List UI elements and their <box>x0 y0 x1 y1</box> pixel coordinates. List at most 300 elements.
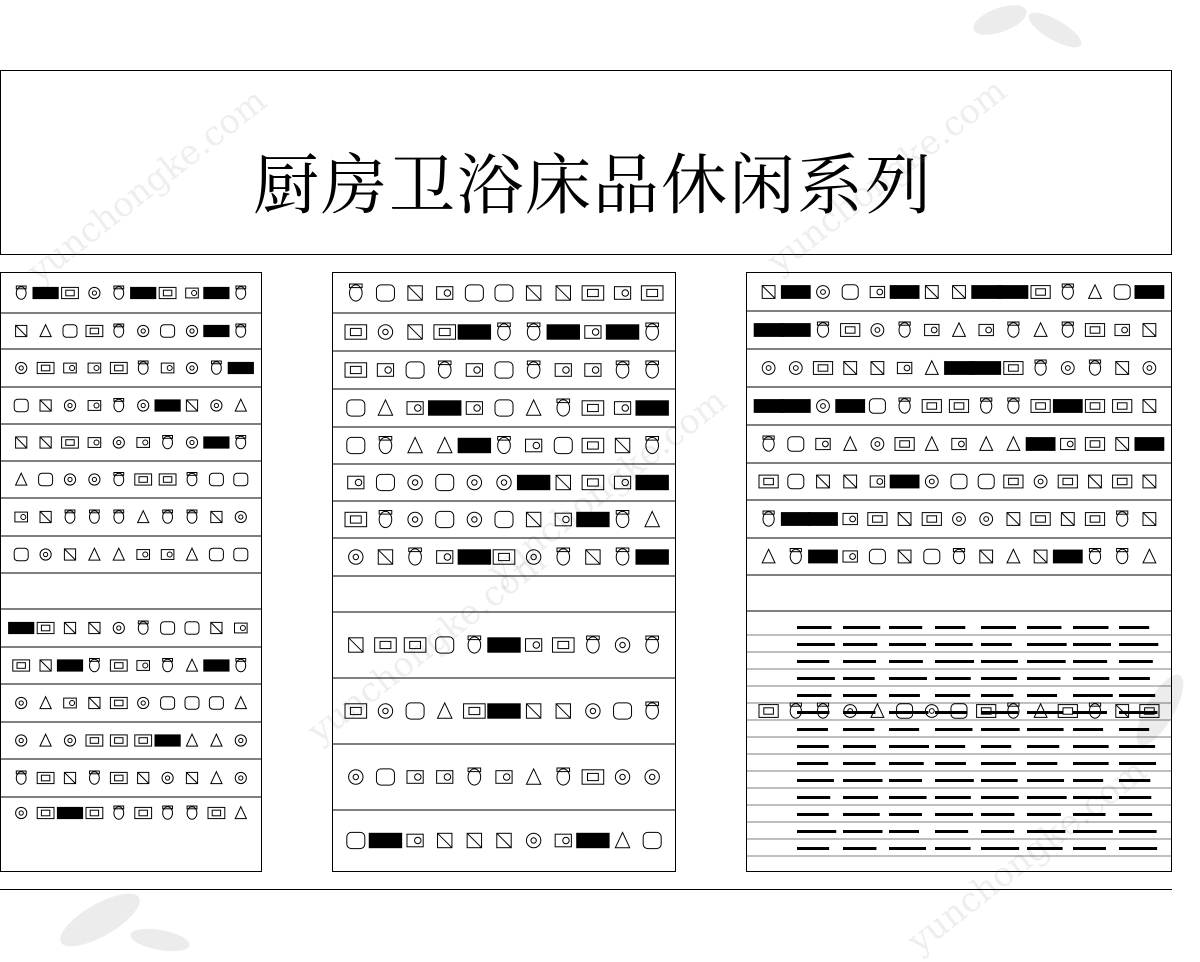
chair-table-icon <box>369 833 401 847</box>
chair-table-icon <box>408 475 422 489</box>
label-stub <box>889 728 919 731</box>
watermark-text: yunchongke.com <box>760 70 1015 282</box>
chair-table-icon <box>376 474 394 490</box>
chair-table-icon <box>616 548 629 565</box>
kitchen-appliance-icon <box>114 806 124 819</box>
sanitary-ware-icon <box>790 549 801 564</box>
chair-table-icon <box>556 704 570 718</box>
kitchen-appliance-icon <box>234 548 248 561</box>
label-stub <box>981 660 1018 663</box>
label-stub <box>889 711 928 714</box>
bathroom-symbols <box>747 273 1171 871</box>
kitchen-appliance-icon <box>113 437 124 448</box>
chair-table-icon <box>614 476 630 489</box>
label-stub <box>843 762 876 765</box>
sanitary-ware-icon <box>763 436 774 451</box>
kitchen-appliance-icon <box>186 362 197 373</box>
chair-table-icon <box>615 770 629 784</box>
sanitary-ware-icon <box>1053 550 1082 563</box>
sanitary-ware-icon <box>1116 438 1129 451</box>
sanitary-ware-icon <box>871 704 884 718</box>
chair-table-icon <box>345 325 367 339</box>
chair-table-icon <box>547 325 579 339</box>
kitchen-appliance-icon <box>40 511 51 522</box>
kitchen-appliance-icon <box>235 772 246 783</box>
sanitary-ware-icon <box>870 476 884 487</box>
kitchen-appliance-icon <box>187 473 197 486</box>
kitchen-appliance-icon <box>16 437 27 448</box>
chair-table-icon <box>582 286 604 300</box>
label-stub <box>1119 626 1149 629</box>
kitchen-appliance-icon <box>187 510 197 523</box>
label-stub <box>1027 830 1065 833</box>
chair-table-icon <box>615 638 629 652</box>
chair-table-icon <box>526 439 542 452</box>
chair-table-icon <box>557 768 570 785</box>
kitchen-appliance-icon <box>212 361 222 374</box>
kitchen-appliance-icon <box>64 549 75 560</box>
kitchen-appliance-icon <box>40 400 51 411</box>
chair-table-icon <box>582 770 604 784</box>
label-stub <box>935 711 967 714</box>
kitchen-appliance-icon <box>88 363 101 373</box>
kitchen-appliance-icon <box>16 735 27 746</box>
sanitary-ware-icon <box>1143 324 1156 337</box>
kitchen-appliance-icon <box>186 734 197 746</box>
sanitary-ware-icon <box>1061 513 1074 526</box>
label-stub <box>1119 643 1158 646</box>
kitchen-appliance-icon <box>186 400 197 411</box>
sanitary-ware-icon <box>871 438 884 451</box>
chair-table-icon <box>497 475 511 489</box>
label-stub <box>1119 830 1157 833</box>
label-stub <box>935 830 968 833</box>
kitchen-appliance-icon <box>204 287 229 298</box>
watermark-text: yunchongke.com <box>900 750 1155 962</box>
sanitary-ware-icon <box>925 361 938 375</box>
sanitary-ware-icon <box>890 475 919 488</box>
kitchen-appliance-icon <box>131 287 156 298</box>
sanitary-ware-icon <box>972 286 1001 299</box>
kitchen-appliance-icon <box>16 807 27 818</box>
chair-table-icon <box>646 636 659 653</box>
sanitary-ware-icon <box>1031 400 1050 413</box>
label-stub <box>935 626 965 629</box>
sanitary-ware-icon <box>817 475 830 488</box>
chair-table-icon <box>345 363 367 377</box>
label-stub <box>1027 694 1057 697</box>
label-stub <box>1073 847 1106 850</box>
sanitary-ware-icon <box>1117 511 1128 526</box>
kitchen-appliance-icon <box>86 325 103 336</box>
sanitary-ware-icon <box>1115 324 1129 335</box>
label-stub <box>935 694 970 697</box>
label-stub <box>1027 677 1060 680</box>
label-stub <box>1119 711 1157 714</box>
kitchen-appliance-icon <box>236 324 246 337</box>
chair-table-icon <box>636 401 668 415</box>
sanitary-ware-icon <box>789 362 802 375</box>
label-stub <box>1027 813 1061 816</box>
sanitary-ware-icon <box>788 437 804 451</box>
sanitary-ware-icon <box>972 362 1001 375</box>
sanitary-ware-icon <box>1034 550 1047 563</box>
sanitary-ware-icon <box>869 399 885 413</box>
kitchen-appliance-icon <box>159 474 176 485</box>
label-stub <box>797 813 829 816</box>
kitchen-appliance-icon <box>37 622 54 633</box>
sanitary-ware-icon <box>925 324 939 335</box>
sanitary-ware-icon <box>1058 475 1077 488</box>
kitchen-appliance-icon <box>138 511 149 523</box>
chair-table-icon <box>526 512 540 526</box>
kitchen-appliance-icon <box>138 325 149 336</box>
chair-table-icon <box>376 285 394 301</box>
chair-table-icon <box>497 833 511 847</box>
kitchen-appliance-icon <box>135 735 152 746</box>
sanitary-ware-icon <box>1089 360 1100 375</box>
chair-table-icon <box>345 704 367 718</box>
label-stub <box>1119 847 1157 850</box>
label-stub <box>1119 745 1155 748</box>
label-stub <box>843 677 875 680</box>
kitchen-appliance-icon <box>110 697 127 708</box>
label-stub <box>935 847 971 850</box>
label-stub <box>889 694 920 697</box>
chair-table-icon <box>467 833 481 847</box>
label-stub <box>981 830 1014 833</box>
kitchen-appliance-icon <box>65 510 75 523</box>
kitchen-appliance-icon <box>209 548 223 561</box>
kitchen-appliance-icon <box>138 621 148 634</box>
label-stub <box>935 643 973 646</box>
chair-table-icon <box>429 401 461 415</box>
kitchen-appliance-icon <box>40 697 51 709</box>
sanitary-ware-icon <box>1004 362 1023 375</box>
kitchen-appliance-icon <box>57 660 82 671</box>
label-stub <box>843 694 877 697</box>
kitchen-appliance-icon <box>40 660 51 671</box>
sanitary-ware-icon <box>949 400 968 413</box>
label-stub <box>981 745 1011 748</box>
chair-table-icon <box>378 704 392 718</box>
chair-table-icon <box>614 402 630 415</box>
chair-table-icon <box>517 475 549 489</box>
chair-table-icon <box>526 769 540 784</box>
sanitary-ware-icon <box>980 513 993 526</box>
kitchen-appliance-icon <box>13 660 30 671</box>
sanitary-ware-icon <box>842 285 858 299</box>
chair-table-icon <box>526 704 540 718</box>
watermark-text: yunchongke.com <box>480 380 735 592</box>
label-stub <box>889 677 927 680</box>
kitchen-appliance-icon <box>186 325 197 336</box>
kitchen-appliance-icon <box>37 772 54 783</box>
sanitary-ware-icon <box>953 549 964 564</box>
kitchen-appliance-icon <box>211 511 222 522</box>
sanitary-ware-icon <box>1116 362 1129 375</box>
kitchen-appliance-icon <box>113 622 124 633</box>
sanitary-ware-icon <box>817 322 828 337</box>
chair-table-icon <box>556 475 570 489</box>
chair-table-icon <box>467 512 481 526</box>
kitchen-appliance-icon <box>155 400 180 411</box>
chair-table-icon <box>407 834 423 847</box>
chair-table-icon <box>555 364 571 377</box>
kitchen-appliance-icon <box>14 548 28 561</box>
kitchen-appliance-icon <box>64 772 75 783</box>
sanitary-ware-icon <box>817 286 830 299</box>
sanitary-ware-icon <box>816 438 830 449</box>
label-stub <box>1073 728 1103 731</box>
chair-table-icon <box>614 287 630 300</box>
chair-table-icon <box>406 703 424 719</box>
kitchen-appliance-icon <box>162 772 173 783</box>
kitchen-appliance-icon <box>138 400 149 411</box>
sanitary-ware-icon <box>1031 286 1050 299</box>
kitchen-appliance-icon <box>236 659 246 672</box>
label-stub <box>981 779 1018 782</box>
sanitary-ware-icon <box>1034 323 1047 337</box>
sanitary-ware-icon <box>1113 400 1132 413</box>
kitchen-appliance-icon <box>16 362 27 373</box>
chair-table-icon <box>614 703 632 719</box>
chair-table-icon <box>436 511 454 527</box>
label-stub <box>1027 643 1067 646</box>
sanitary-ware-icon <box>890 286 919 299</box>
kitchen-appliance-icon <box>161 363 174 373</box>
label-stub <box>797 779 834 782</box>
chair-table-icon <box>585 326 601 339</box>
sanitary-ware-icon <box>899 398 910 413</box>
kitchen-appliance-icon <box>40 549 51 560</box>
sanitary-ware-icon <box>762 286 775 299</box>
sanitary-ware-icon <box>1061 438 1075 449</box>
chair-table-icon <box>409 548 422 565</box>
chair-table-icon <box>616 361 629 378</box>
kitchen-appliance-icon <box>40 734 51 746</box>
label-stub <box>797 796 830 799</box>
sanitary-ware-icon <box>754 400 783 413</box>
chair-table-icon <box>554 437 572 453</box>
kitchen-appliance-icon <box>163 510 173 523</box>
label-stub <box>797 762 828 765</box>
chair-table-icon <box>468 636 481 653</box>
label-stub <box>935 745 965 748</box>
sanitary-ware-icon <box>1089 703 1100 718</box>
label-stub <box>797 677 835 680</box>
sanitary-ware-icon <box>1085 513 1104 526</box>
kitchen-appliance-icon <box>235 807 246 819</box>
chair-table-icon <box>407 771 423 784</box>
chair-table-icon <box>645 511 659 526</box>
sanitary-ware-icon <box>1035 360 1046 375</box>
kitchen-appliance-icon <box>209 473 223 486</box>
label-stub <box>1119 779 1150 782</box>
chair-table-icon <box>488 704 520 718</box>
kitchen-appliance-icon <box>211 400 222 411</box>
kitchen-appliance-icon <box>138 697 149 708</box>
label-stub <box>1073 677 1109 680</box>
label-stub <box>981 694 1013 697</box>
label-stub <box>889 830 919 833</box>
chair-table-icon <box>586 550 600 564</box>
sanitary-ware-icon <box>922 513 941 526</box>
chair-table-icon <box>527 323 540 340</box>
chair-table-icon <box>496 771 512 784</box>
kitchen-appliance-icon <box>37 362 54 373</box>
kitchen-appliance-icon <box>204 660 229 671</box>
kitchen-appliance-icon <box>89 548 100 560</box>
sanitary-ware-icon <box>978 474 994 488</box>
sanitary-ware-icon <box>1008 322 1019 337</box>
chair-table-icon <box>495 362 513 378</box>
label-stub <box>981 677 1017 680</box>
sanitary-ware-icon <box>1117 549 1128 564</box>
label-stub <box>1027 728 1064 731</box>
kitchen-appliance-icon <box>16 286 26 299</box>
label-stub <box>797 643 835 646</box>
chair-table-icon <box>557 548 570 565</box>
label-stub <box>889 813 922 816</box>
chair-table-icon <box>526 639 542 652</box>
kitchen-appliance-icon <box>185 697 199 710</box>
sanitary-ware-icon <box>1143 475 1156 488</box>
kitchen-appliance-icon <box>37 807 54 818</box>
sanitary-ware-icon <box>763 511 774 526</box>
kitchen-appliance-icon <box>64 735 75 746</box>
chair-table-icon <box>606 325 638 339</box>
chair-table-icon <box>379 511 392 528</box>
kitchen-appliance-icon <box>89 474 100 485</box>
kitchen-appliance-icon <box>135 807 152 818</box>
chair-table-icon <box>378 325 392 339</box>
label-stub <box>935 813 973 816</box>
chair-table-icon <box>552 638 574 652</box>
chair-table-icon <box>646 437 659 454</box>
sanitary-ware-icon <box>868 513 887 526</box>
kitchen-appliance-icon <box>235 735 246 746</box>
label-stub <box>843 745 876 748</box>
label-stub <box>935 762 966 765</box>
chair-table-icon <box>347 437 365 453</box>
sanitary-ware-icon <box>762 549 775 563</box>
sanitary-ware-icon <box>1026 438 1055 451</box>
sanitary-ware-icon <box>1085 438 1104 451</box>
chair-table-icon <box>498 437 511 454</box>
label-stub <box>1119 660 1153 663</box>
label-stub <box>981 762 1016 765</box>
chair-table-icon <box>556 286 570 300</box>
chair-table-icon <box>464 704 486 718</box>
label-stub <box>1073 796 1112 799</box>
label-stub <box>981 643 1012 646</box>
label-stub <box>1119 694 1155 697</box>
sanitary-ware-icon <box>953 513 966 526</box>
chair-table-icon <box>406 362 424 378</box>
chair-table-icon <box>577 512 609 526</box>
kitchen-appliance-icon <box>236 436 246 449</box>
label-stub <box>797 660 829 663</box>
sanitary-ware-icon <box>844 362 857 375</box>
kitchen-appliance-icon <box>137 550 150 560</box>
kitchen-appliance-icon <box>235 399 246 411</box>
sanitary-ware-icon <box>781 286 810 299</box>
label-stub <box>797 847 829 850</box>
label-stub <box>889 796 927 799</box>
kitchen-appliance-icon <box>163 806 173 819</box>
kitchen-appliance-icon <box>39 473 53 486</box>
label-stub <box>797 694 831 697</box>
chair-table-icon <box>495 511 513 527</box>
kitchen-appliance-icon <box>114 399 124 412</box>
sanitary-ware-icon <box>870 286 884 297</box>
sanitary-ware-icon <box>1089 549 1100 564</box>
sanitary-ware-icon <box>899 322 910 337</box>
kitchen-appliance-icon <box>235 623 248 633</box>
label-stub <box>935 660 974 663</box>
sanitary-ware-icon <box>869 549 885 563</box>
label-stub <box>1119 762 1156 765</box>
chair-table-icon <box>437 551 453 564</box>
sanitary-ware-icon <box>1007 513 1020 526</box>
chair-table-icon <box>377 364 393 377</box>
page-title: 厨房卫浴床品休闲系列 <box>253 147 933 224</box>
kitchen-appliance-icon <box>161 697 175 710</box>
bottom-border <box>0 889 1172 890</box>
label-stub <box>1119 813 1152 816</box>
kitchen-appliance-icon <box>211 622 222 633</box>
sanitary-ware-icon <box>953 323 966 337</box>
sanitary-ware-icon <box>1007 437 1020 451</box>
chair-table-icon <box>586 704 600 718</box>
sanitary-ware-icon <box>754 324 783 337</box>
sanitary-ware-icon <box>1061 362 1074 375</box>
kitchen-appliance-icon <box>16 325 27 336</box>
kitchen-appliance-icon <box>138 361 148 374</box>
chair-table-icon <box>526 400 540 415</box>
chair-table-icon <box>498 323 511 340</box>
sanitary-ware-icon <box>1135 438 1164 451</box>
label-stub <box>889 847 926 850</box>
label-stub <box>1073 643 1111 646</box>
sanitary-ware-icon <box>898 513 911 526</box>
furniture-symbols <box>333 273 675 871</box>
kitchen-appliance-icon <box>209 697 223 710</box>
chair-table-icon <box>527 361 540 378</box>
label-stub <box>843 796 878 799</box>
kitchen-appliance-icon <box>114 510 124 523</box>
chair-table-icon <box>375 638 397 652</box>
chair-table-icon <box>557 399 570 416</box>
kitchen-appliance-icon <box>9 622 34 633</box>
label-stub <box>1073 711 1107 714</box>
kitchen-appliance-icon <box>186 288 199 298</box>
chair-table-icon <box>582 438 604 452</box>
kitchen-appliance-icon <box>186 772 197 783</box>
kitchen-appliance-icon <box>138 772 149 783</box>
chair-table-icon <box>408 325 422 339</box>
kitchen-appliance-icon <box>110 362 127 373</box>
label-stub <box>1073 660 1107 663</box>
chair-table-icon <box>615 832 629 847</box>
kitchen-appliance-icon <box>40 437 51 448</box>
chair-table-icon <box>465 285 483 301</box>
kitchen-appliance-icon <box>161 325 175 338</box>
chair-table-icon <box>466 402 482 415</box>
label-stub <box>843 830 882 833</box>
sanitary-ware-icon <box>925 286 938 299</box>
